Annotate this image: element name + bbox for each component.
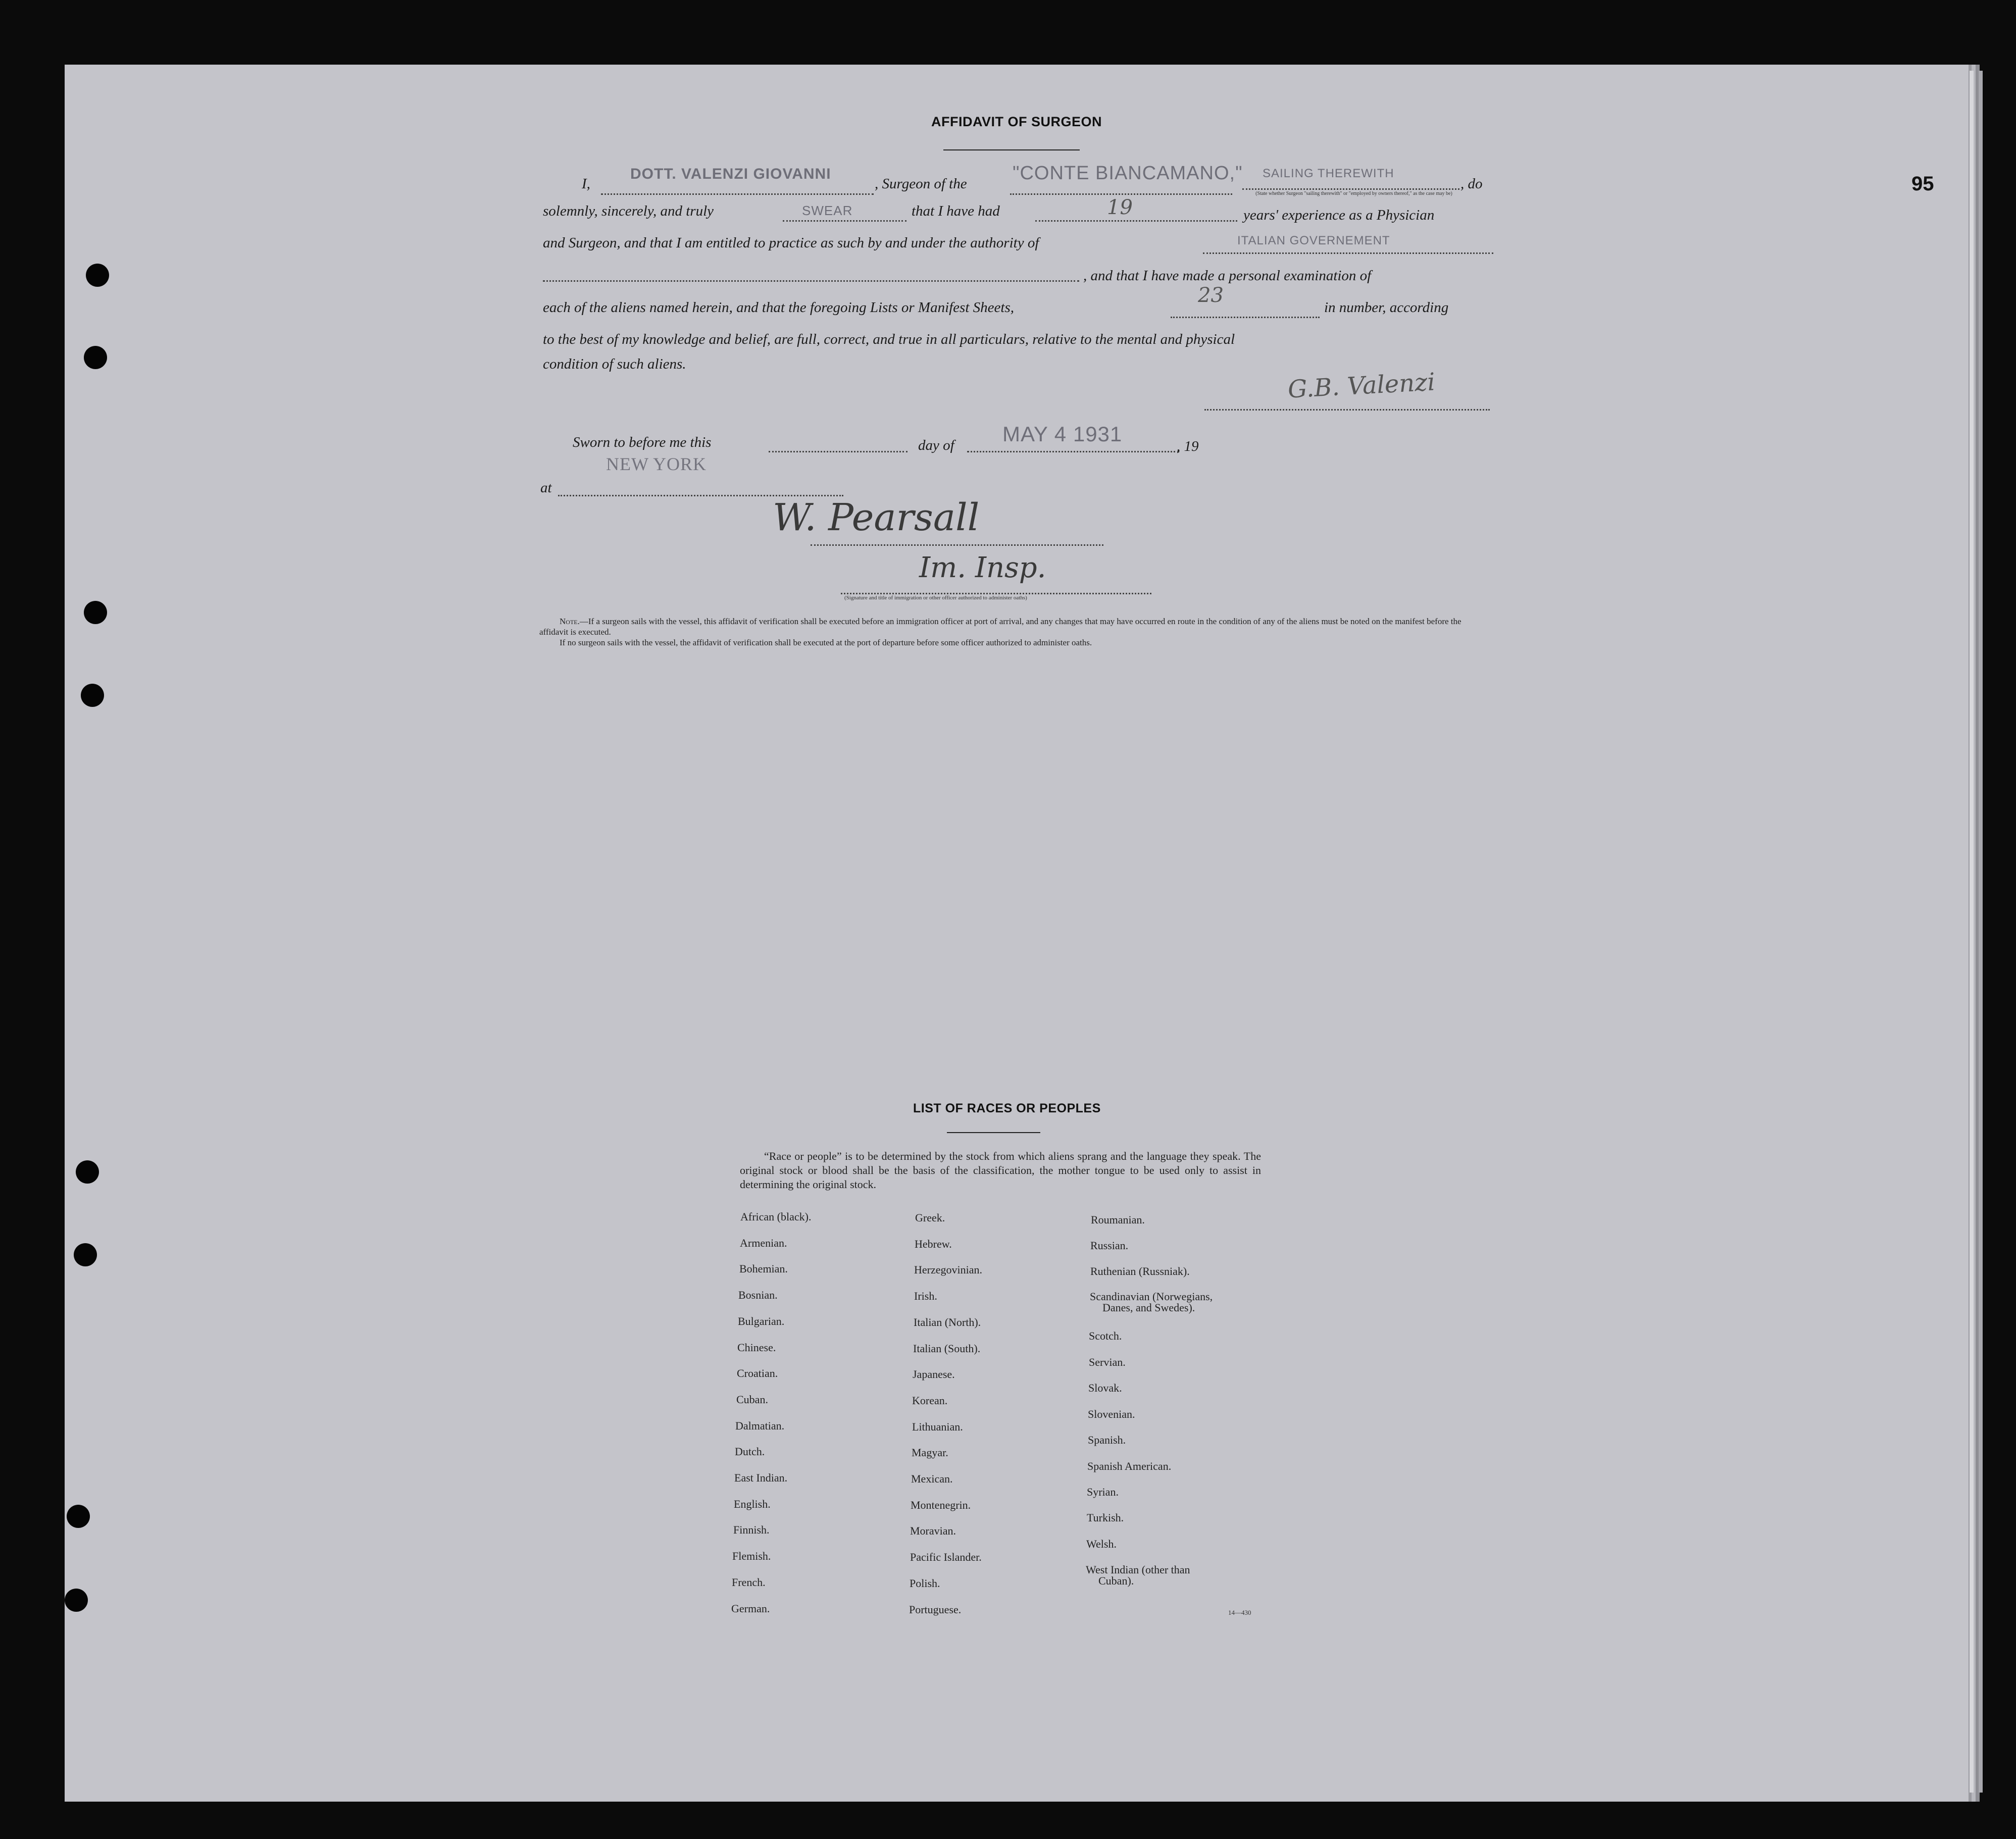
oath-value: SWEAR [802, 203, 853, 218]
surgeon-name-line [601, 193, 874, 195]
punch-hole [67, 1505, 90, 1528]
race-item: Japanese. [913, 1368, 955, 1381]
line2-c: years' experience as a Physician [1243, 207, 1435, 223]
race-item: Danes, and Swedes). [1102, 1301, 1195, 1314]
race-item: Montenegrin. [911, 1499, 971, 1511]
title-underline [943, 149, 1080, 150]
race-item: Syrian. [1087, 1486, 1119, 1498]
sailing-note: (State whether Surgeon "sailing therewith" or "employed by owners thereof," as the case may be) [1255, 191, 1452, 196]
race-item: Bosnian. [738, 1289, 778, 1301]
form-number: 14—430 [1228, 1609, 1251, 1616]
page-edge [1970, 71, 1974, 1793]
punch-hole [84, 346, 107, 369]
race-item: Russian. [1090, 1239, 1129, 1252]
race-item: Scandinavian (Norwegians, [1090, 1290, 1213, 1303]
race-item: Spanish American. [1087, 1460, 1172, 1472]
years-value: 19 [1107, 196, 1133, 219]
race-item: Slovenian. [1088, 1408, 1135, 1420]
race-item: Bohemian. [739, 1262, 788, 1275]
sheets-line [1171, 317, 1320, 318]
race-item: Pacific Islander. [910, 1551, 982, 1563]
race-item: Ruthenian (Russniak). [1090, 1265, 1190, 1278]
race-item: Croatian. [737, 1367, 778, 1380]
race-item: Finnish. [733, 1523, 770, 1536]
line3-a: and Surgeon, and that I am entitled to practice as such by and under the authority of [543, 235, 1039, 251]
race-item: Italian (South). [913, 1342, 981, 1355]
punch-hole [86, 264, 109, 287]
race-item: Welsh. [1086, 1538, 1117, 1550]
officer-title-line [841, 593, 1151, 594]
vessel-name: "CONTE BIANCAMANO," [1013, 163, 1243, 184]
race-item: Chinese. [737, 1341, 776, 1354]
line2-b: that I have had [912, 203, 1000, 219]
day-of-label: day of [918, 437, 954, 453]
line5-a: each of the aliens named herein, and that the foregoing Lists or Manifest Sheets, [543, 299, 1014, 316]
race-item: Portuguese. [909, 1603, 962, 1616]
race-item: German. [731, 1602, 770, 1615]
authority-line [1203, 252, 1493, 254]
race-item: Hebrew. [915, 1238, 952, 1250]
affidavit-title: AFFIDAVIT OF SURGEON [931, 114, 1102, 129]
punch-hole [74, 1243, 97, 1266]
authority-value: ITALIAN GOVERNEMENT [1237, 234, 1390, 247]
do-label: , do [1460, 176, 1483, 192]
race-item: Cuban. [736, 1393, 768, 1406]
race-item: Greek. [915, 1211, 945, 1224]
page-number: 95 [1911, 173, 1934, 195]
race-item: Polish. [910, 1577, 940, 1590]
signature-caption: (Signature and title of immigration or other officer authorized to administer oaths) [844, 595, 1027, 601]
surgeon-signature: G.B. Valenzi [1287, 368, 1436, 404]
note-label: Note. [560, 617, 580, 626]
officer-signature: W. Pearsall [773, 496, 980, 539]
races-title: LIST OF RACES OR PEOPLES [913, 1101, 1101, 1115]
race-item: English. [734, 1498, 771, 1510]
surgeon-name: DOTT. VALENZI GIOVANNI [630, 166, 831, 182]
page-edge [1979, 71, 1983, 1793]
at-label: at [540, 480, 552, 496]
race-item: Servian. [1089, 1356, 1126, 1368]
races-intro: “Race or people” is to be determined by the stock from which aliens sprang and the language they speak. The original stock or blood shall be the basis of the classification, the mother tongue to be used only to assist in determining the original stock. [740, 1150, 1261, 1191]
sailing-status-line [1242, 188, 1459, 190]
line6: to the best of my knowledge and belief, are full, correct, and true in all particulars, relative to the mental and physical [543, 331, 1235, 347]
punch-hole [81, 684, 104, 707]
sworn-date-line [967, 451, 1179, 452]
i-prefix: I, [582, 176, 590, 192]
race-item: Cuban). [1098, 1574, 1134, 1587]
race-item: Flemish. [732, 1550, 771, 1562]
race-item: Irish. [914, 1290, 937, 1302]
line5-b: in number, according [1324, 299, 1449, 316]
officer-title: Im. Insp. [919, 551, 1046, 584]
race-item: Armenian. [740, 1237, 787, 1249]
oath-line [783, 220, 906, 222]
place-stamp: NEW YORK [606, 454, 707, 474]
race-item: Bulgarian. [738, 1315, 785, 1327]
race-item: Slovak. [1088, 1382, 1122, 1394]
sworn-label: Sworn to before me this [573, 434, 712, 450]
punch-hole [65, 1589, 88, 1612]
race-item: East Indian. [734, 1471, 788, 1484]
vessel-line [1010, 193, 1232, 195]
race-item: Spanish. [1088, 1434, 1126, 1446]
race-item: West Indian (other than [1086, 1563, 1190, 1576]
race-item: Turkish. [1087, 1511, 1124, 1524]
note-paragraph [539, 616, 1489, 648]
officer-signature-line [811, 544, 1103, 546]
race-item: Italian (North). [914, 1316, 981, 1329]
surgeon-of-label: , Surgeon of the [875, 176, 967, 192]
race-item: French. [732, 1576, 766, 1589]
note-text-1: —If a surgeon sails with the vessel, this affidavit of verification shall be executed before an immigration officer at port of arrival, and any changes that may have occurred en route in the condition of any of the aliens must be noted on the manifest before the affidavit is executed. [539, 617, 1461, 637]
races-title-underline [947, 1132, 1040, 1133]
race-item: Roumanian. [1091, 1213, 1145, 1226]
punch-hole [76, 1160, 99, 1184]
line7: condition of such aliens. [543, 356, 686, 372]
race-item: African (black). [740, 1210, 812, 1223]
year-prefix: , 19 [1177, 438, 1199, 454]
authority-line-continued [543, 280, 1079, 282]
punch-hole [84, 601, 107, 624]
race-item: Korean. [912, 1394, 948, 1407]
sworn-date: MAY 4 1931 [1002, 422, 1123, 446]
race-item: Mexican. [911, 1472, 953, 1485]
surgeon-signature-line [1204, 409, 1490, 411]
document-page [65, 65, 1969, 1802]
sworn-day-line [769, 451, 908, 452]
line4: , and that I have made a personal examination of [1083, 268, 1372, 284]
line2-a: solemnly, sincerely, and truly [543, 203, 714, 219]
race-item: Scotch. [1089, 1330, 1122, 1342]
race-item: Magyar. [912, 1446, 948, 1459]
years-line [1035, 220, 1237, 222]
race-item: Moravian. [910, 1524, 956, 1537]
note-text-2: If no surgeon sails with the vessel, the affidavit of verification shall be executed at the port of departure before some officer authorized to administer oaths. [560, 638, 1092, 647]
race-item: Lithuanian. [912, 1420, 963, 1433]
race-item: Dutch. [735, 1445, 765, 1458]
race-item: Herzegovinian. [914, 1263, 982, 1276]
race-item: Dalmatian. [735, 1419, 785, 1432]
sheets-value: 23 [1198, 284, 1224, 307]
sailing-status: SAILING THEREWITH [1263, 167, 1394, 180]
